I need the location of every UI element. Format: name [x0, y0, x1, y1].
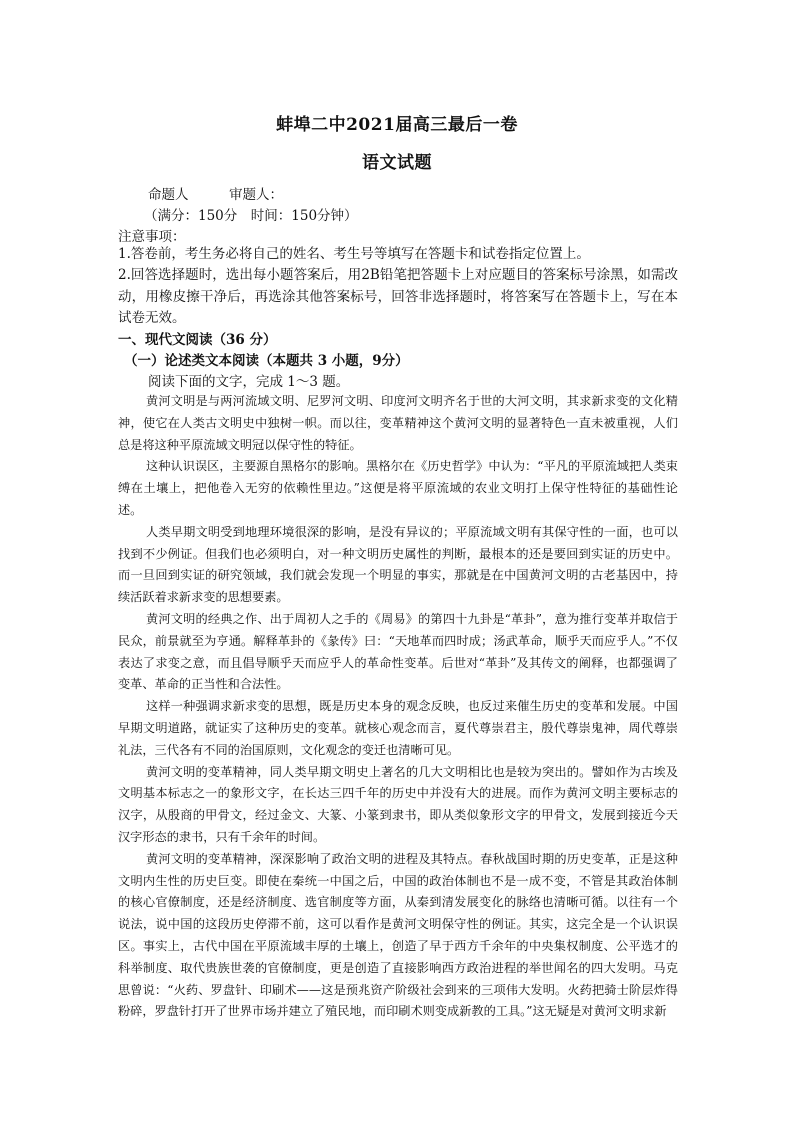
passage-paragraph: 黄河文明的经典之作、出于周初人之手的《周易》的第四十九卦是“革卦”，意为推行变革并取信于民众，前景就至为亨通。解释革卦的《彖传》曰：“天地革而四时成；汤武革命，顺乎天而应乎人。”不仅表达了求变之意，而且倡导顺乎天而应乎人的革命性变革。后世对“革卦”及其传文的阐释，也都强调了变革、革命的正当性和合法性。: [118, 611, 678, 692]
passage-paragraph: 这样一种强调求新求变的思想，既是历史本身的观念反映，也反过来催生历史的变革和发展。中国早期文明道路，就证实了这种历史的变革。就核心观念而言，夏代尊崇君主，殷代尊崇鬼神，周代尊崇礼法，三代各有不同的治国原则，文化观念的变迁也清晰可见。: [118, 699, 678, 757]
section-instruction: 阅读下面的文字，完成 1～3 题。: [148, 374, 350, 390]
exam-subtitle: 语文试题: [362, 153, 432, 173]
section-heading: 一、现代文阅读（36 分）: [118, 332, 277, 348]
passage-paragraph: 黄河文明是与两河流域文明、尼罗河文明、印度河文明齐名于世的大河文明，其求新求变的文化精神，使它在人类古文明史中独树一帜。而以往，变革精神这个黄河文明的显著特色一直未被重视，人们总是将这种平原流域文明冠以保守性的特征。: [118, 394, 678, 452]
authors-line: 命题人 审题人：: [148, 187, 283, 203]
notice-item-2: 2.回答选择题时，选出每小题答案后，用2B铅笔把答题卡上对应题目的答案标号涂黑，如需改动，用橡皮擦干净后，再选涂其他答案标号，回答非选择题时，将答案写在答题卡上，写在本试卷无效。: [118, 267, 678, 326]
section-subheading: （一）论述类文本阅读（本题共 3 小题，9分）: [124, 353, 409, 369]
notice-item-1: 1.答卷前，考生务必将自己的姓名、考生号等填写在答题卡和试卷指定位置上。: [118, 246, 590, 262]
passage-paragraph: 人类早期文明受到地理环境很深的影响，是没有异议的；平原流域文明有其保守性的一面，也可以找到不少例证。但我们也必须明白，对一种文明历史属性的判断，最根本的还是要回到实证的历史中。而一旦回到实证的研究领域，我们就会发现一个明显的事实，那就是在中国黄河文明的古老基因中，持续活跃着求新求变的思想要素。: [118, 524, 678, 605]
passage-paragraph: 这种认识误区，主要源自黑格尔的影响。黑格尔在《历史哲学》中认为：“平凡的平原流域把人类束缚在土壤上，把他卷入无穷的依赖性里边。”这便是将平原流域的农业文明打上保守性特征的基础性论述。: [118, 459, 678, 517]
score-time-line: （满分：150分 时间：150分钟）: [144, 208, 358, 224]
passage-paragraph: 黄河文明的变革精神，同人类早期文明史上著名的几大文明相比也是较为突出的。譬如作为古埃及文明基本标志之一的象形文字，在长达三四千年的历史中并没有大的进展。而作为黄河文明主要标志的汉字，从殷商的甲骨文，经过金文、大篆、小篆到隶书，即从类似象形文字的甲骨文，发展到接近今天汉字形态的隶书，只有千余年的时间。: [118, 764, 678, 844]
reading-passage: [118, 391, 678, 1023]
passage-paragraph: 黄河文明的变革精神，深深影响了政治文明的进程及其特点。春秋战国时期的历史变革，正是这种文明内生性的历史巨变。即使在秦统一中国之后，中国的政治体制也不是一成不变，不管是其政治体制的核心官僚制度，还是经济制度、选官制度等方面，从秦到清发展变化的脉络也清晰可循。以往有一个说法，说中国的这段历史停滞不前，这可以看作是黄河文明保守性的例证。其实，这完全是一个认识误区。事实上，古代中国在平原流域丰厚的土壤上，创造了早于西方千余年的中央集权制度、公平选才的科举制度、取代贵族世袭的官僚制度，更是创造了直接影响西方政治进程的举世闻名的四大发明。马克思曾说：“火药、罗盘针、印刷术——这是预兆资产阶级社会到来的三项伟大发明。火药把骑士阶层炸得粉碎，罗盘针打开了世界市场并建立了殖民地，而印刷术则变成新教的工具。”这无疑是对黄河文明求新: [118, 851, 678, 1019]
exam-title: 蚌埠二中2021届高三最后一卷: [276, 115, 518, 135]
notice-label: 注意事项：: [118, 229, 186, 245]
